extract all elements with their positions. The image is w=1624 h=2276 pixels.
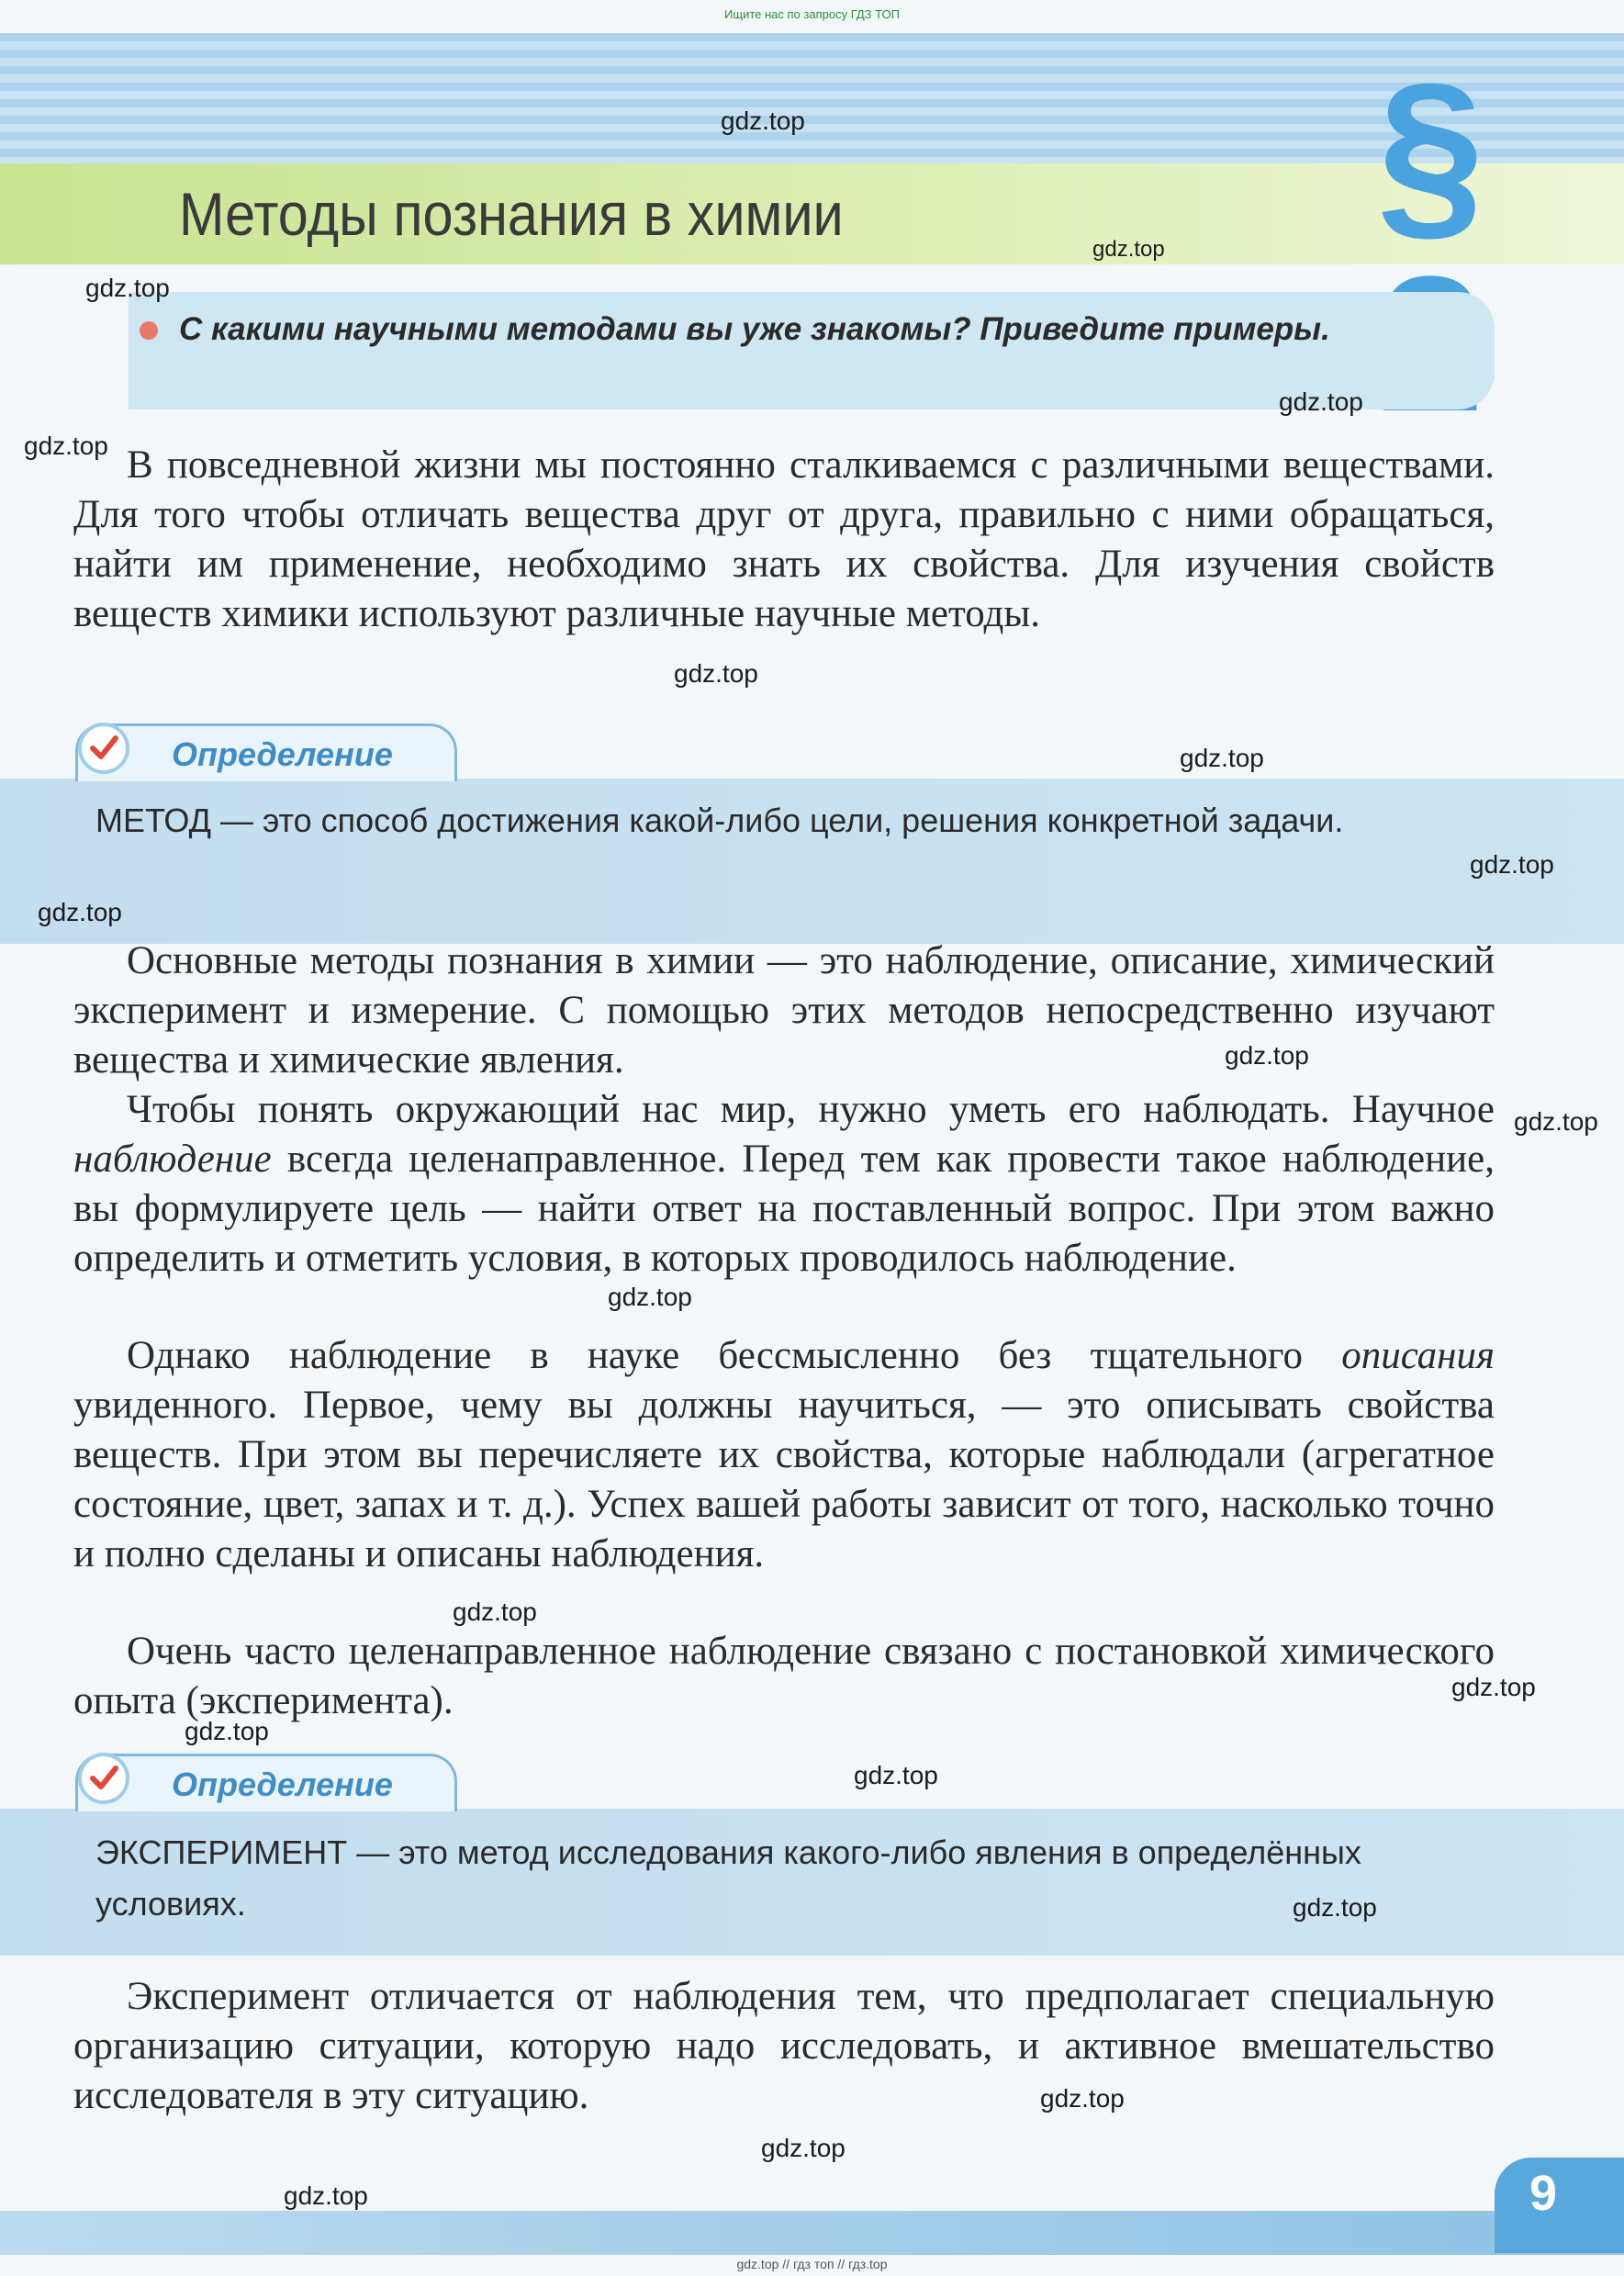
section-number: § (1377, 43, 1492, 259)
watermark: gdz.top (1180, 744, 1264, 772)
chapter-title: Методы познания в химии (179, 180, 844, 248)
watermark: gdz.top (1451, 1673, 1536, 1701)
page-number: 9 (1529, 2166, 1558, 2221)
description-text-a: Однако наблюдение в науке бессмысленно без тщательного (127, 1334, 1342, 1377)
checkmark-icon (78, 723, 129, 774)
paragraph-description (73, 1331, 1495, 1579)
definition-label: Определение (172, 735, 393, 773)
watermark: gdz.top (1293, 1893, 1377, 1922)
observation-text-a: Чтобы понять окружающий нас мир, нужно уметь его наблюдать. Научное (127, 1088, 1495, 1131)
watermark: gdz.top (1040, 2084, 1125, 2113)
paragraph-methods: Основные методы познания в химии — это наблюдение, описание, химический эксперимент и измерение. С помощью этих методов непосредственно изучают вещества и химические явления. (73, 939, 1495, 1082)
paragraph-intro: В повседневной жизни мы постоянно сталкиваемся с различными веществами. Для того чтобы отличать вещества друг от друга, правильно с ними обращаться, найти им применение, необходимо знать их свойства. Для изучения свойств веществ химики используют различные научные методы. (73, 443, 1495, 635)
question-text: С какими научными методами вы уже знакомы? Приведите примеры. (179, 311, 1330, 347)
watermark: gdz.top (185, 1717, 269, 1745)
definition-tab (75, 723, 457, 781)
description-text-b: увиденного. Первое, чему вы должны научиться, — это описывать свойства веществ. При этом вы перечисляете их свойства, которые наблюдали (агрегатное состояние, цвет, запах и т. д.). Успех вашей работы зависит от того, насколько точно и полно сделаны и описаны наблюдения. (73, 1384, 1495, 1575)
watermark: gdz.top (1092, 237, 1165, 262)
paragraph-observation (73, 1085, 1495, 1284)
watermark: gdz.top (854, 1761, 938, 1789)
watermark: gdz.top (453, 1598, 537, 1626)
paragraph-experiment: Эксперимент отличается от наблюдения тем, что предполагает специальную организацию ситуации, которую надо исследовать, и активное вмешательство исследователя в эту ситуацию. (73, 1975, 1495, 2117)
definition-tab (75, 1754, 457, 1811)
watermark: gdz.top (38, 898, 122, 926)
watermark: gdz.top (721, 107, 805, 135)
watermark: gdz.top (1514, 1107, 1598, 1136)
watermark: gdz.top (284, 2181, 368, 2210)
top-note: Ищите нас по запросу ГДЗ ТОП (724, 7, 900, 21)
checkmark-icon (78, 1753, 129, 1804)
description-term: описания (1341, 1334, 1495, 1377)
definition-label: Определение (172, 1766, 393, 1803)
definition-text-experiment: ЭКСПЕРИМЕНТ — это метод исследования какого-либо явления в определённых условиях. (95, 1833, 1361, 1923)
page-number-badge (1495, 2158, 1624, 2253)
paragraph-experiment-intro: Очень часто целенаправленное наблюдение связано с постановкой химического опыта (эксперимента). (73, 1630, 1495, 1722)
observation-text-b: всегда целенаправленное. Перед тем как провести такое наблюдение, вы формулируете цель — найти ответ на поставленный вопрос. При этом важно определить и отметить условия, в которых проводилось наблюдение. (73, 1138, 1495, 1280)
footer-note: gdz.top // гдз топ // гдз.top (736, 2257, 888, 2271)
watermark: gdz.top (761, 2134, 846, 2162)
watermark: gdz.top (1470, 850, 1554, 879)
watermark: gdz.top (1225, 1041, 1309, 1070)
watermark: gdz.top (24, 432, 108, 460)
watermark: gdz.top (608, 1283, 692, 1311)
watermark: gdz.top (1279, 387, 1363, 416)
watermark: gdz.top (85, 274, 170, 302)
definition-text-method: МЕТОД — это способ достижения какой-либо цели, решения конкретной задачи. (95, 802, 1344, 839)
watermark: gdz.top (674, 659, 758, 688)
observation-term: наблюдение (73, 1138, 272, 1181)
bottom-strip (0, 2211, 1624, 2255)
question-bullet-icon (140, 321, 158, 340)
